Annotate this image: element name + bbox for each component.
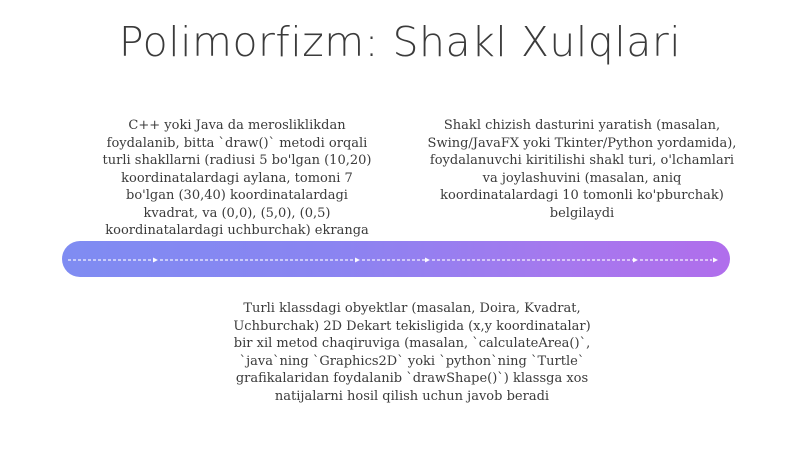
arrow-head-2: [355, 258, 360, 263]
arrow-head-4: [633, 258, 638, 263]
arrow-head-1: [153, 258, 158, 263]
text-block-top-left: C++ yoki Java da merosliklikdan foydalanib, bitta `draw()` metodi orqali turli shakllarni (radiusi 5 bo'lgan (10,20) koordinatalardagi aylana, tomoni 7 bo'lgan (30,40) koordinatalardagi kvadrat, va (0,0), (5,0), (0,5) koordinatalardagi uchburchak) ekranga: [102, 118, 372, 238]
page-title: Polimorfizm: Shakl Xulqlari: [118, 18, 682, 66]
text-block-top-right: Shakl chizish dasturini yaratish (masalan, Swing/JavaFX yoki Tkinter/Python yordamida), foydalanuvchi kiritilishi shakl turi, o'lchamlari va joylashuvini (masalan, aniq koordinatalardagi 10 tomonli ko'pburchak) belgilaydi: [427, 118, 737, 221]
arrow-head-3: [425, 258, 430, 263]
gradient-timeline-band: [62, 241, 730, 277]
arrow-head-5: [713, 258, 718, 263]
text-block-bottom: Turli klassdagi obyektlar (masalan, Doira, Kvadrat, Uchburchak) 2D Dekart tekisligida (x,y koordinatalar) bir xil metod chaqiruviga (masalan, `calculateArea()`, `java`ning `Graphics2D` yoki `python`ning `Turtle` grafikalaridan foydalanib `drawShape()`) klassga xos natijalarni hosil qilish uchun javob beradi: [233, 301, 591, 404]
flow-arrows: [62, 241, 730, 277]
